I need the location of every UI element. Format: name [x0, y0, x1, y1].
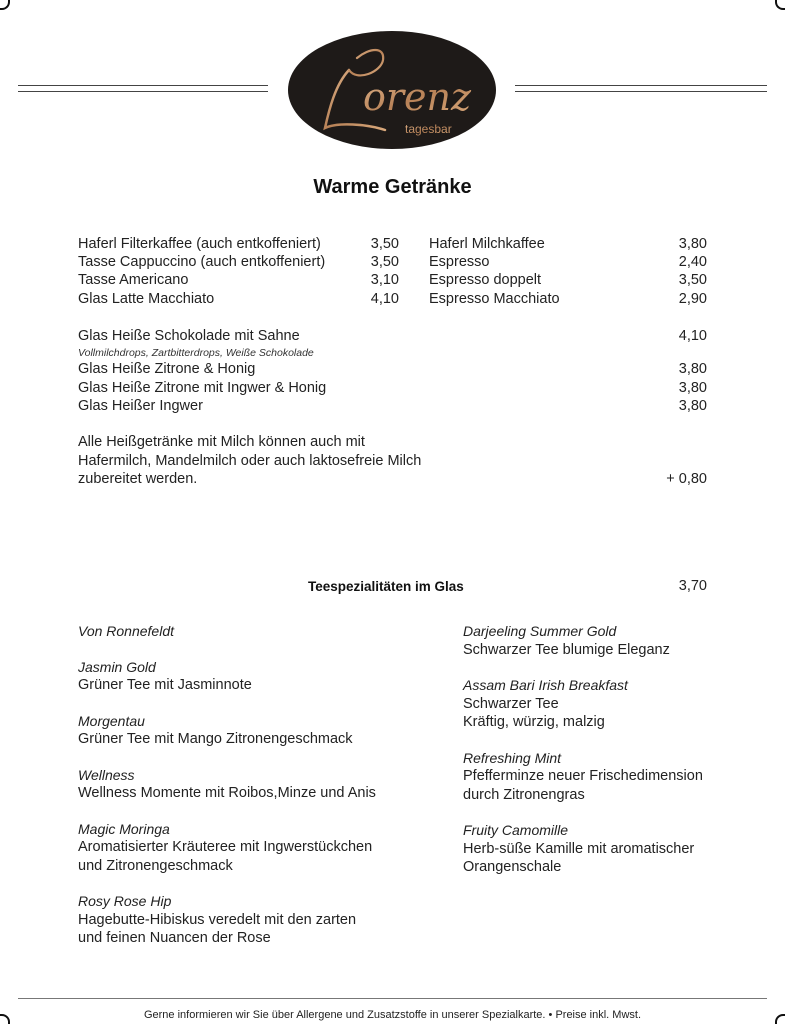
menu-item-name: Glas Latte Macchiato — [78, 291, 215, 307]
logo-wordmark: orenz — [363, 75, 472, 119]
menu-item-name: Tasse Americano — [78, 272, 189, 288]
tea-item — [463, 676, 723, 732]
menu-item-price: 3,80 — [678, 398, 707, 414]
tea-description: Aromatisierter Kräuteree mit Ingwerstückchen und Zitronengeschmack — [78, 839, 373, 874]
menu-item-price: 4,10 — [370, 291, 399, 307]
milk-note-line: Alle Heißgetränke mit Milch können auch mit — [78, 434, 365, 450]
footer-divider — [18, 998, 767, 999]
tea-name: Fruity Camomille — [463, 822, 569, 838]
tea-name: Von Ronnefeldt — [78, 623, 174, 639]
tea-item — [463, 622, 723, 659]
menu-item-name: Glas Heißer Ingwer — [78, 398, 203, 414]
tea-description: Grüner Tee mit Mango Zitronengeschmack — [78, 731, 353, 747]
menu-item-name: Espresso doppelt — [429, 272, 542, 288]
menu-item-price: 3,80 — [678, 380, 707, 396]
tea-section-title: Teespezialitäten im Glas — [308, 579, 464, 594]
lorenz-logo — [287, 30, 497, 150]
tea-description: Grüner Tee mit Jasminnote — [78, 677, 252, 693]
menu-item-note: Vollmilchdrops, Zartbitterdrops, Weiße Schokolade — [78, 347, 314, 359]
tea-description: Schwarzer Tee Kräftig, würzig, malzig — [463, 695, 605, 730]
tea-item — [463, 749, 723, 805]
tea-name: Assam Bari Irish Breakfast — [463, 677, 628, 693]
tea-section-price: 3,70 — [678, 578, 707, 594]
tea-name: Wellness — [78, 766, 135, 783]
milk-note-line: zubereitet werden. — [78, 471, 198, 487]
corner-ornament-top-right — [775, 0, 785, 10]
menu-item-name: Glas Heiße Zitrone mit Ingwer & Honig — [78, 380, 327, 396]
tea-item — [78, 658, 408, 695]
tea-name: Jasmin Gold — [78, 658, 156, 675]
tea-name: Morgentau — [78, 712, 145, 729]
tea-name: Refreshing Mint — [463, 749, 562, 766]
menu-item-name: Glas Heiße Schokolade mit Sahne — [78, 328, 300, 344]
footer-note: Gerne informieren wir Sie über Allergene und Zusatzstoffe in unserer Spezialkarte. • Preise inkl. Mwst. — [143, 1009, 642, 1021]
milk-surcharge-price: + 0,80 — [666, 471, 707, 487]
milk-note-line: Hafermilch, Mandelmilch oder auch laktosefreie Milch — [78, 452, 422, 469]
menu-item-price: 3,50 — [678, 272, 707, 288]
logo-subtitle: tagesbar — [405, 122, 452, 136]
menu-item-name: Espresso Macchiato — [429, 291, 560, 307]
menu-item-name: Glas Heiße Zitrone & Honig — [78, 361, 256, 377]
tea-item — [78, 766, 408, 803]
header-rule-right — [515, 85, 767, 93]
tea-name: Rosy Rose Hip — [78, 893, 172, 909]
menu-item-name: Haferl Milchkaffee — [429, 236, 545, 252]
tea-item — [78, 892, 408, 948]
menu-item-name: Espresso — [429, 254, 490, 270]
tea-item — [78, 820, 408, 876]
menu-item-price: 3,80 — [678, 361, 707, 377]
tea-name: Magic Moringa — [78, 820, 170, 837]
tea-description: Hagebutte-Hibiskus veredelt mit den zarten und feinen Nuancen der Rose — [78, 911, 357, 946]
milk-alternatives-note — [78, 433, 421, 489]
header-rule-left — [18, 85, 268, 93]
tea-list-right — [463, 622, 723, 894]
menu-item-price: 3,10 — [370, 272, 399, 288]
tea-name: Darjeeling Summer Gold — [463, 623, 617, 639]
tea-description: Schwarzer Tee blumige Eleganz — [463, 641, 670, 658]
menu-item-price: 2,40 — [678, 254, 707, 270]
tea-item — [463, 821, 723, 877]
tea-item — [78, 712, 408, 749]
menu-item-name: Haferl Filterkaffee (auch entkoffeniert) — [78, 236, 321, 252]
menu-item-price: 2,90 — [678, 291, 707, 307]
corner-ornament-top-left — [0, 0, 10, 10]
menu-item-price: 4,10 — [678, 328, 707, 344]
tea-item — [78, 622, 408, 641]
menu-item-price: 3,80 — [678, 236, 707, 252]
menu-item-price: 3,50 — [370, 236, 399, 252]
tea-description: Herb-süße Kamille mit aromatischer Orangenschale — [463, 840, 695, 875]
section-title: Warme Getränke — [313, 176, 472, 198]
tea-description: Wellness Momente mit Roibos,Minze und Anis — [78, 785, 376, 801]
menu-item-name: Tasse Cappuccino (auch entkoffeniert) — [78, 254, 326, 270]
tea-description: Pfefferminze neuer Frischedimension durch Zitronengras — [463, 768, 703, 803]
menu-item-price: 3,50 — [370, 254, 399, 270]
tea-list-left — [78, 622, 408, 965]
